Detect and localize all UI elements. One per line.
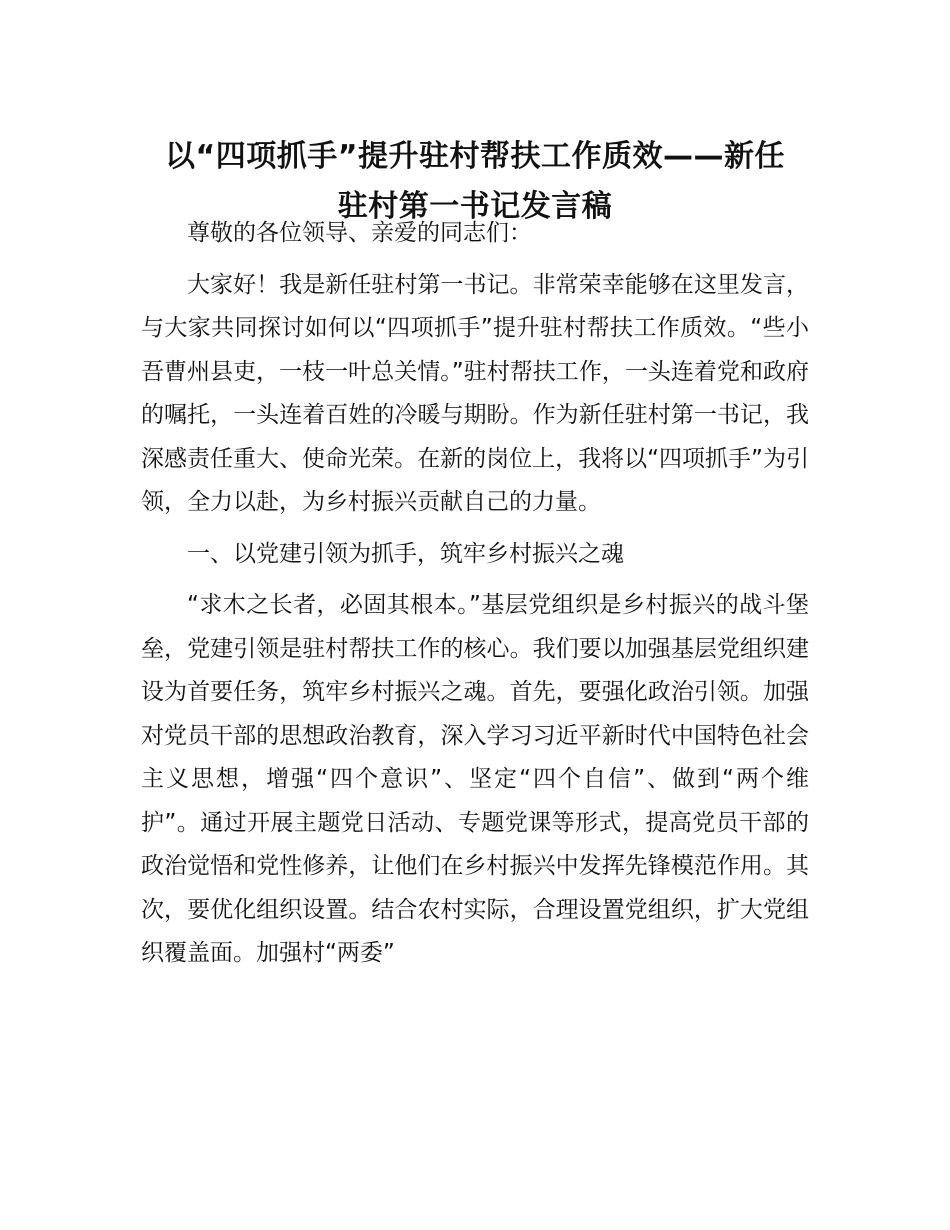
document-title-line-2: 驻村第一书记发言稿 [337,189,613,225]
paragraph-party-building: “求木之长者，必固其根本。”基层党组织是乡村振兴的战斗堡垒，党建引领是驻村帮扶工作的核心。我们要以加强基层党组织建设为首要任务，筑牢乡村振兴之魂。首先，要强化政治引领。加强对党员干部的思想政治教育，深入学习习近平新时代中国特色社会主义思想，增强“四个意识”、坚定“四个自信”、做到“两个维护”。通过开展主题党日活动、专题党课等形式，提高党员干部的政治觉悟和党性修养，让他们在乡村振兴中发挥先锋模范作用。其次，要优化组织设置。结合农村实际，合理设置党组织，扩大党组织覆盖面。加强村“两委” [141,592,809,966]
section-heading: 一、以党建引领为抓手，筑牢乡村振兴之魂 [187,540,624,567]
document-title-line-1: 以“四项抓手”提升驻村帮扶工作质效——新任 [165,139,785,175]
paragraph-opening: 大家好！我是新任驻村第一书记。非常荣幸能够在这里发言，与大家共同探讨如何以“四项抓手”提升驻村帮扶工作质效。“些小吾曹州县吏，一枝一叶总关情。”驻村帮扶工作，一头连着党和政府的嘱托，一头连着百姓的冷暖与期盼。作为新任驻村第一书记，我深感责任重大、使命光荣。在新的岗位上，我将以“四项抓手”为引领，全力以赴，为乡村振兴贡献自己的力量。 [141,271,809,515]
document-body [141,212,809,984]
salutation: 尊敬的各位领导、亲爱的同志们： [187,220,532,246]
